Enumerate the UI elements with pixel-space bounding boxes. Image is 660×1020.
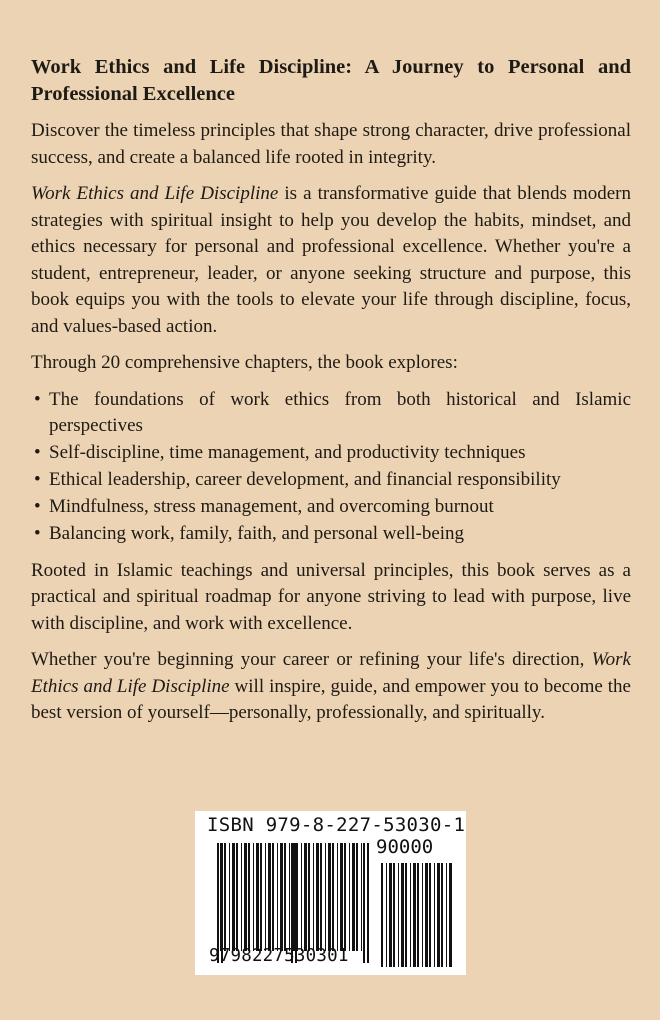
rooted-paragraph: Rooted in Islamic teachings and universal principles, this book serves as a practical and spiritual roadmap for anyone striving to lead with purpose, live with discipline, and work with excellence.: [31, 559, 631, 634]
barcode-bar: [386, 863, 387, 967]
barcode-bar: [413, 863, 416, 967]
barcode-bar: [422, 863, 423, 967]
list-item: [31, 440, 631, 467]
list-item-text: Mindfulness, stress management, and overcoming burnout: [49, 496, 494, 517]
barcode-bar: [268, 843, 271, 951]
bullet-icon: •: [34, 496, 41, 517]
barcode-bar: [434, 863, 435, 967]
barcode-bar: [393, 863, 395, 967]
barcode-guard-bar: [295, 843, 297, 963]
price-code: 90000: [376, 836, 434, 858]
barcode-bar: [316, 843, 319, 951]
book-title-italic: Work Ethics and Life Discipline: [31, 183, 279, 204]
barcode-guard-bar: [291, 843, 293, 963]
barcode-bar: [410, 863, 411, 967]
barcode-bar: [405, 863, 407, 967]
list-item: [31, 387, 631, 440]
barcode-bar: [265, 843, 266, 951]
barcode-bar: [361, 843, 362, 951]
book-title: Work Ethics and Life Discipline: A Journey to Personal and Professional Excellence: [31, 56, 631, 105]
closing-text-start: Whether you're beginning your career or refining your life's direction,: [31, 649, 592, 670]
description-paragraph: [31, 181, 631, 340]
barcode-guard-bar: [221, 843, 223, 963]
closing-text-end: will inspire, guide, and empower you to become the best version of yourself—personally, professionally, and spiritually.: [31, 675, 631, 723]
barcode-bar: [417, 863, 419, 967]
barcode-guard-bar: [217, 843, 219, 963]
barcode-guard-bar: [367, 843, 369, 963]
barcode-bar: [236, 843, 238, 951]
list-item-text: The foundations of work ethics from both historical and Islamic perspectives: [49, 388, 631, 436]
closing-paragraph: [31, 647, 631, 727]
barcode-bar: [398, 863, 399, 967]
barcode-bar: [277, 843, 278, 951]
barcode-bar: [244, 843, 247, 951]
barcode-bar: [340, 843, 343, 951]
barcode-bar: [381, 863, 383, 967]
barcode-bar: [253, 843, 254, 951]
barcode-bar: [260, 843, 262, 951]
barcode-bar: [344, 843, 346, 951]
list-item-text: Balancing work, family, faith, and personal well-being: [49, 523, 465, 544]
barcode-guard-bar: [363, 843, 365, 963]
bullet-icon: •: [34, 469, 41, 490]
barcode-bar: [349, 843, 350, 951]
barcode-bar: [337, 843, 338, 951]
barcode-bar: [389, 863, 392, 967]
barcode-bar: [301, 843, 302, 951]
bullet-icon: •: [34, 523, 41, 544]
barcode-bar: [425, 863, 428, 967]
list-item-text: Ethical leadership, career development, and financial responsibility: [49, 469, 561, 490]
barcode-bar: [332, 843, 334, 951]
barcode-bar: [248, 843, 250, 951]
chapters-intro: Through 20 comprehensive chapters, the book explores:: [31, 352, 458, 373]
description-text: is a transformative guide that blends modern strategies with spiritual insight to help you develop the habits, mindset, and ethics necessary for personal and professional excellence. Whether you're a student, entrepreneur, leader, or anyone seeking structure and purpose, this book equips you with the tools to elevate your life through discipline, focus, and values-based action.: [31, 183, 631, 337]
barcode-bar: [284, 843, 286, 951]
barcode-bar: [437, 863, 440, 967]
barcode-bar: [429, 863, 431, 967]
bullet-icon: •: [34, 388, 41, 410]
book-title-italic: Work Ethics and Life Discipline: [31, 649, 631, 697]
barcode-bar: [446, 863, 447, 967]
barcode-bar: [241, 843, 242, 951]
bullet-icon: •: [34, 442, 41, 463]
barcode-bar: [232, 843, 235, 951]
topics-list: [31, 387, 631, 548]
barcode-bar: [308, 843, 310, 951]
barcode-bar: [224, 843, 226, 951]
list-item: [31, 467, 631, 494]
isbn-label: ISBN 979-8-227-53030-1: [207, 814, 466, 836]
barcode-bar: [320, 843, 322, 951]
barcode-bar: [289, 843, 290, 951]
list-item-text: Self-discipline, time management, and productivity techniques: [49, 442, 526, 463]
barcode-bar: [328, 843, 331, 951]
barcode-bar: [352, 843, 355, 951]
isbn-barcode-block: [195, 811, 466, 975]
intro-paragraph: Discover the timeless principles that shape strong character, drive professional success, and create a balanced life rooted in integrity.: [31, 120, 631, 168]
barcode-bar: [356, 843, 358, 951]
barcode-digits: 9798227530301: [209, 946, 349, 966]
barcode-bar: [313, 843, 314, 951]
barcode-bar: [325, 843, 326, 951]
back-cover-text: [31, 54, 631, 737]
list-item: [31, 521, 631, 548]
barcode-bar: [304, 843, 307, 951]
barcode-bar: [256, 843, 259, 951]
barcode-bar: [449, 863, 452, 967]
barcode-bar: [229, 843, 230, 951]
barcode-bar: [272, 843, 274, 951]
barcode-bar: [441, 863, 443, 967]
barcode-bar: [401, 863, 404, 967]
barcode-bar: [280, 843, 283, 951]
list-item: [31, 494, 631, 521]
